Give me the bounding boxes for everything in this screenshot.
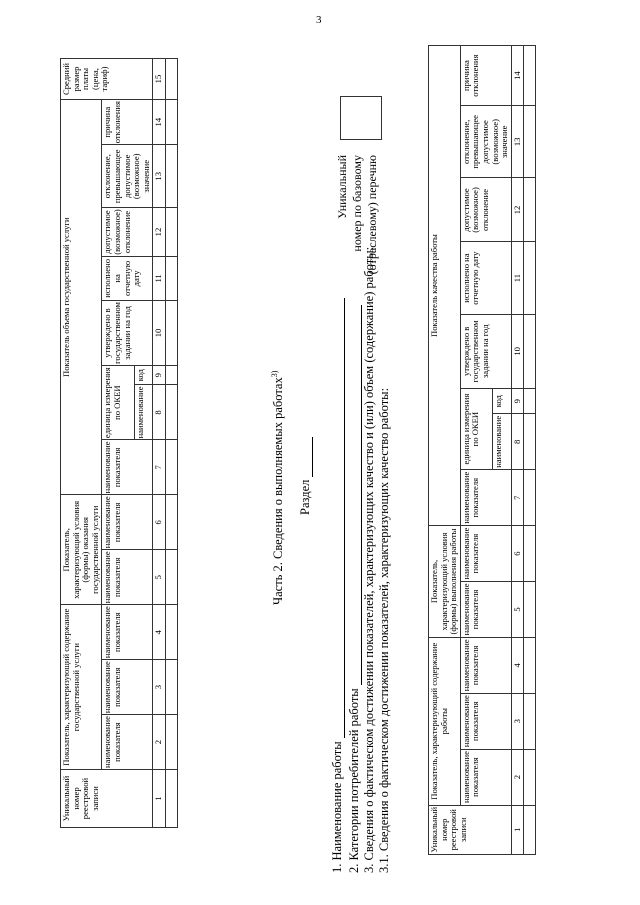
num-cell: 10	[511, 314, 524, 388]
header-unit-name: наименование	[134, 385, 152, 440]
part-title-footnote: 3)	[270, 370, 279, 378]
col-content-header: Показатель, характеризующий содержание работы	[429, 637, 461, 805]
empty-cell	[524, 637, 536, 693]
actual-indicators-line: 3. Сведения о фактическом достижении показателей, характеризующих качество и (или) объем (содержание) работы:	[362, 246, 376, 873]
num-cell: 13	[511, 106, 524, 178]
col-unique-header: Уникальный номер реестровой записи	[61, 770, 153, 828]
unique-label-line-2: номер по базовому	[350, 155, 364, 252]
header-executed: исполнено на отчетную дату	[460, 242, 511, 314]
header-name-ind-2: наименование показателя	[102, 660, 153, 715]
empty-cell	[524, 178, 536, 242]
header-reason: причина отклонения	[460, 46, 511, 106]
empty-cell	[165, 208, 177, 257]
header-unit-code: код	[134, 365, 152, 385]
col-avg-header: Средний размер платы (цена, тариф)	[61, 59, 153, 100]
work-quality-table	[428, 45, 536, 855]
num-cell: 12	[511, 178, 524, 242]
empty-cell	[524, 46, 536, 106]
empty-cell	[524, 749, 536, 805]
empty-cell	[165, 605, 177, 660]
page-number: 3	[316, 14, 322, 26]
section-label-text: Раздел	[298, 479, 312, 515]
empty-cell	[524, 388, 536, 413]
num-cell: 7	[511, 470, 524, 526]
num-cell: 9	[153, 365, 166, 385]
header-exceed: отклонение, превышающее допустимое (возможное) значение	[460, 106, 511, 178]
col-conditions-header: Показатель, характеризующий условия (формы) оказания государственной услуги	[61, 495, 102, 605]
header-exceed: отклонение, превышающее допустимое (возможное) значение	[102, 145, 153, 208]
empty-cell	[165, 365, 177, 385]
num-cell: 5	[511, 582, 524, 638]
empty-cell	[165, 440, 177, 495]
col-content-header: Показатель, характеризующий содержание государственной услуги	[61, 605, 102, 770]
col-conditions-header: Показатель, характеризующий условия (формы) выполнения работы	[429, 526, 461, 638]
num-cell: 14	[511, 46, 524, 106]
empty-cell	[524, 805, 536, 854]
empty-cell	[165, 100, 177, 145]
header-reason: причина отклонения	[102, 100, 153, 145]
empty-cell	[524, 242, 536, 314]
num-cell: 4	[511, 637, 524, 693]
num-cell: 4	[153, 605, 166, 660]
rotated-page	[0, 45, 620, 885]
num-cell: 11	[511, 242, 524, 314]
header-executed: исполнено на отчетную дату	[102, 256, 153, 300]
quality-indicators-line: 3.1. Сведения о фактическом достижении показателей, характеризующих качество работы:	[377, 387, 391, 873]
section-number-line	[312, 437, 313, 477]
num-cell: 1	[511, 805, 524, 854]
unique-label-line-3: (отраслевому) перечню	[365, 155, 379, 275]
header-approved: утверждено в государственном задании на год	[102, 301, 153, 366]
empty-cell	[524, 106, 536, 178]
num-cell: 3	[153, 660, 166, 715]
header-allowed: допустимое (возможное) отклонение	[460, 178, 511, 242]
header-name-ind-2: наименование показателя	[460, 693, 511, 749]
empty-cell	[165, 385, 177, 440]
num-cell: 2	[511, 749, 524, 805]
header-unit-code: код	[493, 388, 511, 413]
num-cell: 6	[153, 495, 166, 550]
empty-cell	[165, 550, 177, 605]
work-name-field[interactable]	[344, 298, 345, 738]
header-name-ind-1: наименование показателя	[102, 715, 153, 770]
header-name-ind-5: наименование показателя	[102, 495, 153, 550]
service-volume-table	[60, 58, 178, 828]
header-allowed: допустимое (возможное) отклонение	[102, 208, 153, 257]
num-cell: 3	[511, 693, 524, 749]
work-name-line	[330, 298, 345, 873]
unique-number-box[interactable]	[340, 96, 382, 140]
empty-cell	[524, 414, 536, 470]
header-name-ind-3: наименование показателя	[460, 637, 511, 693]
col-quality-header: Показатель качества работы	[429, 46, 461, 526]
empty-cell	[165, 145, 177, 208]
num-cell: 7	[153, 440, 166, 495]
num-cell: 14	[153, 100, 166, 145]
empty-cell	[165, 256, 177, 300]
num-cell: 11	[153, 256, 166, 300]
num-cell: 9	[511, 388, 524, 413]
header-name-ind-3: наименование показателя	[102, 605, 153, 660]
header-indname: наименование показателя	[460, 470, 511, 526]
empty-cell	[524, 314, 536, 388]
col-unique-header: Уникальный номер реестровой записи	[429, 805, 512, 854]
header-indname: наименование показателя	[102, 440, 153, 495]
num-cell: 8	[511, 414, 524, 470]
empty-cell	[524, 582, 536, 638]
num-cell: 1	[153, 770, 166, 828]
header-unit: единица измерения по ОКЕИ	[460, 388, 493, 469]
num-cell: 13	[153, 145, 166, 208]
num-cell: 10	[153, 301, 166, 366]
num-cell: 12	[153, 208, 166, 257]
empty-cell	[524, 470, 536, 526]
header-name-ind-5: наименование показателя	[460, 526, 511, 582]
header-name-ind-4: наименование показателя	[460, 582, 511, 638]
empty-cell	[165, 715, 177, 770]
section-label	[298, 437, 313, 515]
consumers-label: 2. Категории потребителей работы	[347, 688, 361, 873]
unique-label-line-1: Уникальный	[335, 155, 349, 219]
header-approved: утверждено в государственном задании на год	[460, 314, 511, 388]
empty-cell	[165, 495, 177, 550]
num-cell: 6	[511, 526, 524, 582]
col-volume-header: Показатель объема государственной услуги	[61, 100, 102, 495]
num-cell: 5	[153, 550, 166, 605]
empty-cell	[524, 526, 536, 582]
empty-cell	[165, 301, 177, 366]
empty-cell	[524, 693, 536, 749]
header-unit-name: наименование	[493, 414, 511, 470]
header-name-ind-4: наименование показателя	[102, 550, 153, 605]
empty-cell	[165, 770, 177, 828]
num-cell: 15	[153, 59, 166, 100]
num-cell: 8	[153, 385, 166, 440]
part-title-text: Часть 2. Сведения о выполняемых работах	[271, 377, 286, 605]
header-name-ind-1: наименование показателя	[460, 749, 511, 805]
num-cell: 2	[153, 715, 166, 770]
empty-cell	[165, 660, 177, 715]
empty-cell	[165, 59, 177, 100]
consumers-line	[347, 305, 362, 873]
work-name-label: 1. Наименование работы	[330, 741, 344, 873]
header-unit: единица измерения по ОКЕИ	[102, 365, 135, 440]
part-title	[270, 371, 286, 605]
